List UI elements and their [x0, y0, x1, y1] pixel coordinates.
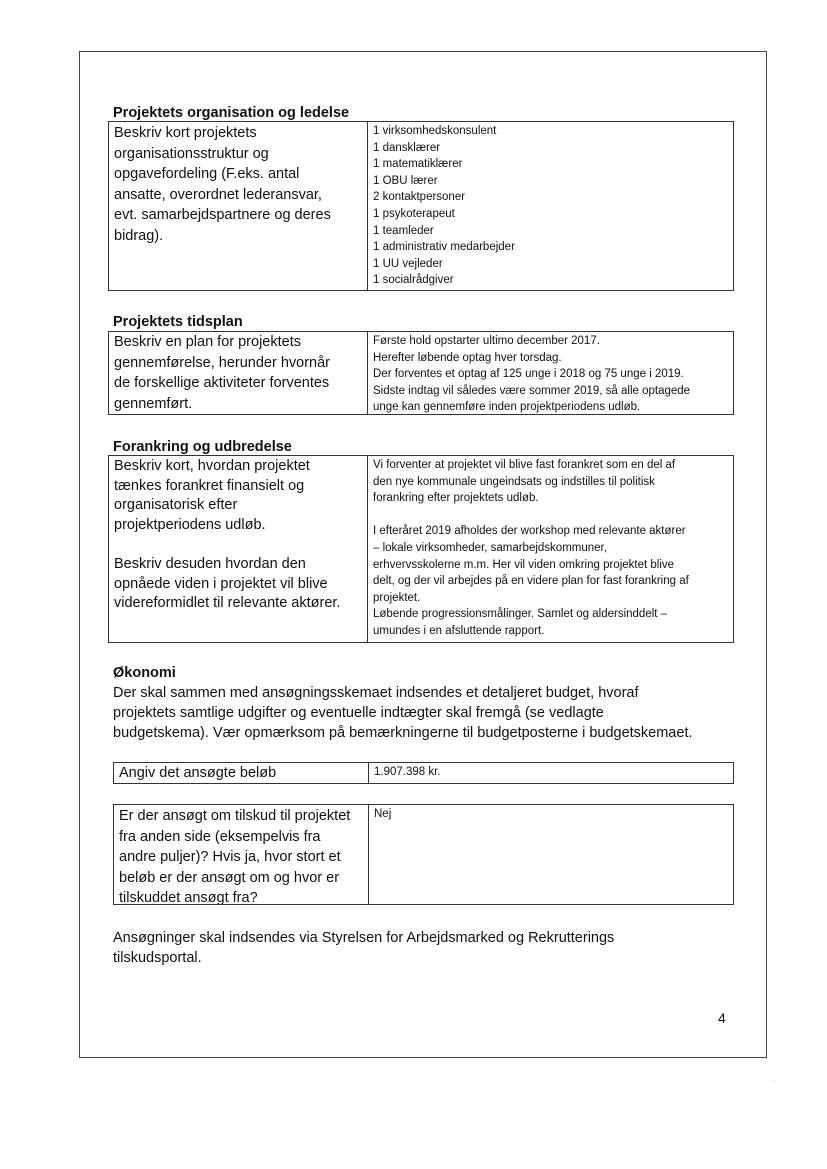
organisation-heading: Projektets organisation og ledelse [113, 105, 350, 121]
belob-question: Angiv det ansøgte beløb [114, 763, 369, 783]
forankring-table [108, 455, 734, 643]
forankring-heading: Forankring og udbredelse [113, 439, 292, 455]
tidsplan-heading: Projektets tidsplan [113, 314, 243, 330]
tilskud-answer: Nej [374, 808, 392, 820]
okonomi-body: Der skal sammen med ansøgningsskemaet indsendes et detaljeret budget, hvoraf projektets samtlige udgifter og eventuelle indtægter skal fremgå (se vedlagte budgetskema). Vær opmærksom på bemærkningerne til budgetposterne i budgetskemaet. [113, 685, 693, 741]
tilskud-table [113, 804, 734, 905]
submission-note: Ansøgninger skal indsendes via Styrelsen for Arbejdsmarked og Rekrutterings tilskudsportal. [113, 930, 615, 966]
organisation-table [108, 121, 734, 291]
page-number: 4 [718, 1010, 726, 1026]
forankring-question: Beskriv kort, hvordan projektet tænkes forankret finansielt og organisatorisk efter projektperiodens udløb. Beskriv desuden hvordan den opnåede viden i projektet vil blive videreformidlet til relevante aktører. [109, 456, 368, 642]
tilskud-question: Er der ansøgt om tilskud til projektet fra anden side (eksempelvis fra andre puljer)? Hvis ja, hvor stort et beløb er der ansøgt om og hvor er tilskuddet ansøgt fra? [114, 805, 369, 904]
okonomi-heading: Økonomi [113, 665, 176, 681]
tidsplan-question: Beskriv en plan for projektets gennemførelse, herunder hvornår de forskellige aktiviteter forventes gennemført. [109, 332, 368, 414]
belob-answer: 1.907.398 kr. [374, 766, 441, 778]
forankring-answer: Vi forventer at projektet vil blive fast forankret som en del af den nye kommunale ungeindsats og indstilles til politisk forankring efter projektets udløb. I efteråret 2019 afholdes der workshop med relevante aktører – lokale virksomheder, samarbejdskommuner, erhvervsskolerne m.m. Her vil viden omkring projektet blive delt, og der vil arbejdes på en videre plan for fast forankring af projektet. Løbende progressionsmålinger. Samlet og aldersinddelt – umundes i en afsluttende rapport. [373, 459, 689, 637]
organisation-question: Beskriv kort projektets organisationsstruktur og opgavefordeling (F.eks. antal ansatte, overordnet lederansvar, evt. samarbejdspartnere og deres bidrag). [109, 122, 368, 290]
margin-mark: . [772, 1074, 775, 1084]
belob-table [113, 762, 734, 784]
tidsplan-table [108, 331, 734, 415]
tidsplan-answer: Første hold opstarter ultimo december 2017. Herefter løbende optag hver torsdag. Der forventes et optag af 125 unge i 2018 og 75 unge i 2019. Sidste indtag vil således være sommer 2019, så alle optagede unge kan gennemføre inden projektperiodens udløb. [373, 335, 691, 414]
organisation-answer: 1 virksomhedskonsulent 1 dansklærer 1 matematiklærer 1 OBU lærer 2 kontaktpersoner 1 psykoterapeut 1 teamleder 1 administrativ medarbejder 1 UU vejleder 1 socialrådgiver [373, 125, 515, 287]
